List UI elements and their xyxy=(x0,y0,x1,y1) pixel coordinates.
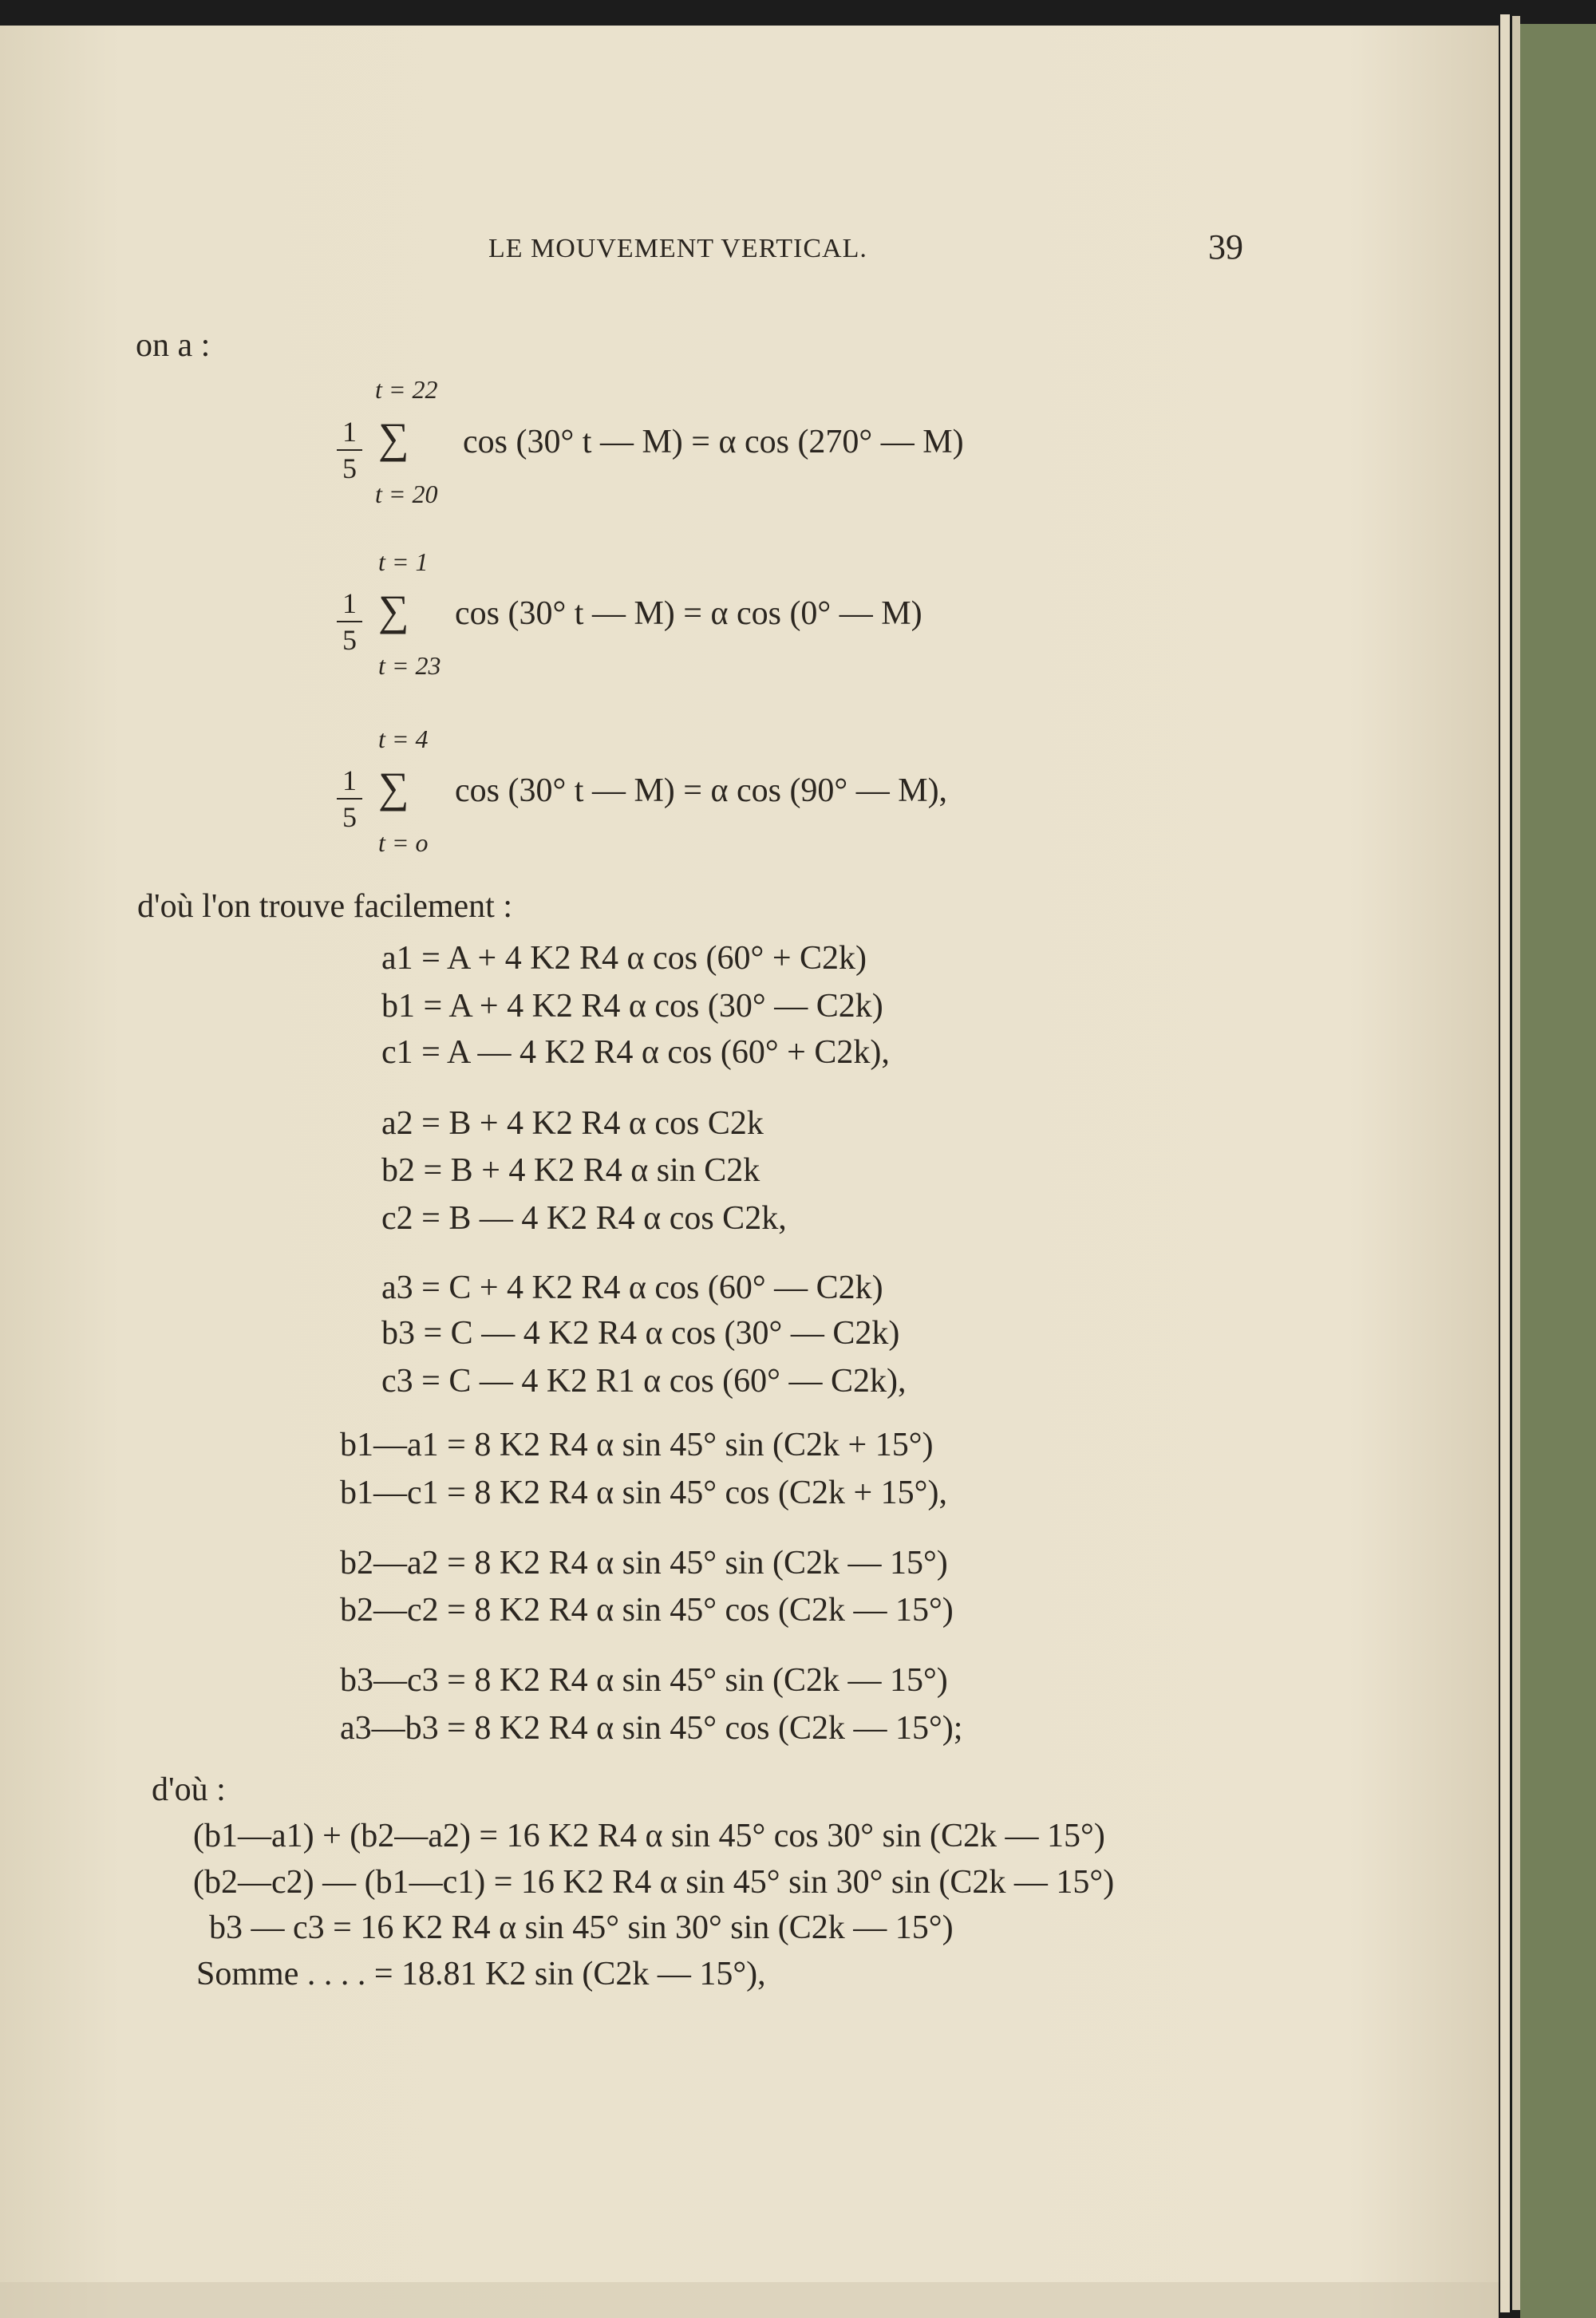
sum-lower-limit: t = o xyxy=(378,828,429,857)
difference-b2-a2: b2—a2 = 8 K2 R4 α sin 45° sin (C2k — 15°) xyxy=(340,1545,948,1582)
sum-expression: cos (30° t — M) = α cos (270° — M) xyxy=(463,424,964,460)
sum-upper-limit: t = 4 xyxy=(378,725,429,753)
sum-lower-limit: t = 20 xyxy=(375,480,438,508)
page-number: 39 xyxy=(1208,227,1243,267)
sum-expression: cos (30° t — M) = α cos (90° — M), xyxy=(455,772,948,809)
difference-b2-c2: b2—c2 = 8 K2 R4 α sin 45° cos (C2k — 15°) xyxy=(340,1592,954,1629)
result-3: b3 — c3 = 16 K2 R4 α sin 45° sin 30° sin (C2k — 15°) xyxy=(209,1909,954,1946)
sigma-icon: ∑ xyxy=(378,586,409,634)
equation-b2: b2 = B + 4 K2 R4 α sin C2k xyxy=(381,1152,760,1189)
equation-c1: c1 = A — 4 K2 R4 α cos (60° + C2k), xyxy=(381,1034,890,1071)
difference-b1-a1: b1—a1 = 8 K2 R4 α sin 45° sin (C2k + 15°) xyxy=(340,1427,934,1463)
result-sum: Somme . . . . = 18.81 K2 sin (C2k — 15°), xyxy=(196,1956,766,1992)
equation-a2: a2 = B + 4 K2 R4 α cos C2k xyxy=(381,1105,764,1142)
equation-c2: c2 = B — 4 K2 R4 α cos C2k, xyxy=(381,1200,787,1237)
sum-upper-limit: t = 22 xyxy=(375,375,438,404)
equation-b3: b3 = C — 4 K2 R4 α cos (30° — C2k) xyxy=(381,1315,900,1352)
difference-b3-c3: b3—c3 = 8 K2 R4 α sin 45° sin (C2k — 15°) xyxy=(340,1662,948,1699)
sum-expression: cos (30° t — M) = α cos (0° — M) xyxy=(455,595,922,632)
fraction-one-fifth: 1 5 xyxy=(334,589,365,654)
sum-lower-limit: t = 23 xyxy=(378,651,441,680)
sigma-icon: ∑ xyxy=(378,414,409,462)
result-1: (b1—a1) + (b2—a2) = 16 K2 R4 α sin 45° cos 30° sin (C2k — 15°) xyxy=(193,1818,1105,1854)
result-2: (b2—c2) — (b1—c1) = 16 K2 R4 α sin 45° sin 30° sin (C2k — 15°) xyxy=(193,1864,1115,1901)
equation-a1: a1 = A + 4 K2 R4 α cos (60° + C2k) xyxy=(381,940,867,977)
transition2-text: d'où : xyxy=(152,1771,226,1808)
difference-a3-b3: a3—b3 = 8 K2 R4 α sin 45° cos (C2k — 15°); xyxy=(340,1710,963,1747)
transition-text: d'où l'on trouve facilement : xyxy=(137,888,512,925)
equation-a3: a3 = C + 4 K2 R4 α cos (60° — C2k) xyxy=(381,1270,883,1306)
difference-b1-c1: b1—c1 = 8 K2 R4 α sin 45° cos (C2k + 15°), xyxy=(340,1475,947,1511)
running-title: LE MOUVEMENT VERTICAL. xyxy=(488,234,867,263)
intro-text: on a : xyxy=(136,327,211,364)
fraction-one-fifth: 1 5 xyxy=(334,766,365,831)
equation-b1: b1 = A + 4 K2 R4 α cos (30° — C2k) xyxy=(381,988,883,1025)
equation-c3: c3 = C — 4 K2 R1 α cos (60° — C2k), xyxy=(381,1363,907,1400)
sigma-icon: ∑ xyxy=(378,764,409,811)
fraction-one-fifth: 1 5 xyxy=(334,417,365,483)
sum-upper-limit: t = 1 xyxy=(378,547,429,576)
